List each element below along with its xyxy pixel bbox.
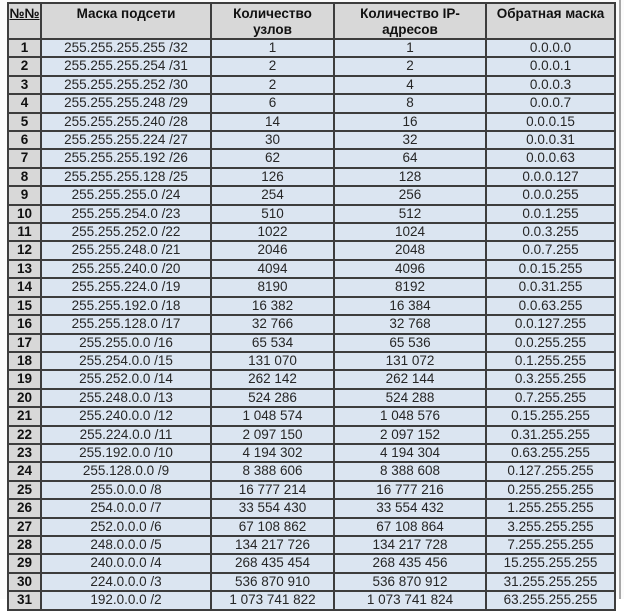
cell-wildcard: 31.255.255.255 bbox=[486, 573, 615, 591]
cell-mask: 255.255.255.254 /31 bbox=[41, 57, 211, 75]
cell-mask: 255.255.255.248 /29 bbox=[41, 94, 211, 112]
cell-mask: 192.0.0.0 /2 bbox=[41, 591, 211, 609]
table-body bbox=[8, 39, 615, 610]
cell-wildcard: 0.255.255.255 bbox=[486, 481, 615, 499]
cell-wildcard: 0.1.255.255 bbox=[486, 352, 615, 370]
cell-num: 20 bbox=[8, 389, 41, 407]
table-row bbox=[8, 499, 615, 517]
cell-ips: 8 388 608 bbox=[334, 462, 486, 480]
cell-ips: 268 435 456 bbox=[334, 554, 486, 572]
cell-wildcard: 0.0.0.0 bbox=[486, 39, 615, 57]
cell-wildcard: 0.0.0.7 bbox=[486, 94, 615, 112]
cell-ips: 8 bbox=[334, 94, 486, 112]
cell-num: 9 bbox=[8, 186, 41, 204]
cell-mask: 255.255.248.0 /21 bbox=[41, 241, 211, 259]
cell-wildcard: 0.0.63.255 bbox=[486, 297, 615, 315]
cell-mask: 255.255.255.255 /32 bbox=[41, 39, 211, 57]
cell-mask: 255.255.255.224 /27 bbox=[41, 131, 211, 149]
cell-wildcard: 3.255.255.255 bbox=[486, 518, 615, 536]
cell-hosts: 6 bbox=[211, 94, 334, 112]
cell-mask: 255.192.0.0 /10 bbox=[41, 444, 211, 462]
cell-num: 10 bbox=[8, 205, 41, 223]
cell-num: 8 bbox=[8, 168, 41, 186]
table-row bbox=[8, 518, 615, 536]
table-row bbox=[8, 76, 615, 94]
cell-num: 31 bbox=[8, 591, 41, 609]
cell-ips: 67 108 864 bbox=[334, 518, 486, 536]
cell-hosts: 1 048 574 bbox=[211, 407, 334, 425]
table-row bbox=[8, 389, 615, 407]
cell-hosts: 8 388 606 bbox=[211, 462, 334, 480]
cell-wildcard: 0.0.31.255 bbox=[486, 278, 615, 296]
cell-wildcard: 0.0.0.15 bbox=[486, 113, 615, 131]
cell-mask: 255.224.0.0 /11 bbox=[41, 426, 211, 444]
cell-mask: 255.0.0.0 /8 bbox=[41, 481, 211, 499]
cell-wildcard: 0.0.15.255 bbox=[486, 260, 615, 278]
cell-wildcard: 0.31.255.255 bbox=[486, 426, 615, 444]
column-header-number-label: №№ bbox=[9, 6, 40, 21]
cell-wildcard: 63.255.255.255 bbox=[486, 591, 615, 609]
cell-hosts: 1022 bbox=[211, 223, 334, 241]
cell-num: 12 bbox=[8, 241, 41, 259]
cell-ips: 8192 bbox=[334, 278, 486, 296]
cell-ips: 32 768 bbox=[334, 315, 486, 333]
cell-mask: 255.255.252.0 /22 bbox=[41, 223, 211, 241]
cell-ips: 536 870 912 bbox=[334, 573, 486, 591]
cell-mask: 255.255.224.0 /19 bbox=[41, 278, 211, 296]
cell-mask: 255.255.254.0 /23 bbox=[41, 205, 211, 223]
cell-wildcard: 0.15.255.255 bbox=[486, 407, 615, 425]
column-header-number bbox=[8, 3, 41, 39]
cell-wildcard: 0.0.0.127 bbox=[486, 168, 615, 186]
cell-mask: 255.255.0.0 /16 bbox=[41, 334, 211, 352]
cell-ips: 131 072 bbox=[334, 352, 486, 370]
cell-ips: 1 bbox=[334, 39, 486, 57]
cell-wildcard: 0.0.0.63 bbox=[486, 149, 615, 167]
table-row bbox=[8, 205, 615, 223]
cell-num: 16 bbox=[8, 315, 41, 333]
cell-num: 27 bbox=[8, 518, 41, 536]
cell-wildcard: 0.0.1.255 bbox=[486, 205, 615, 223]
cell-wildcard: 0.0.7.255 bbox=[486, 241, 615, 259]
cell-ips: 128 bbox=[334, 168, 486, 186]
cell-num: 14 bbox=[8, 278, 41, 296]
cell-hosts: 2 097 150 bbox=[211, 426, 334, 444]
cell-num: 5 bbox=[8, 113, 41, 131]
table-row bbox=[8, 444, 615, 462]
table-row bbox=[8, 315, 615, 333]
subnet-mask-table bbox=[7, 2, 616, 611]
cell-ips: 33 554 432 bbox=[334, 499, 486, 517]
cell-mask: 224.0.0.0 /3 bbox=[41, 573, 211, 591]
cell-ips: 1 073 741 824 bbox=[334, 591, 486, 609]
cell-hosts: 268 435 454 bbox=[211, 554, 334, 572]
table-row bbox=[8, 462, 615, 480]
cell-hosts: 131 070 bbox=[211, 352, 334, 370]
cell-wildcard: 1.255.255.255 bbox=[486, 499, 615, 517]
cell-mask: 255.255.240.0 /20 bbox=[41, 260, 211, 278]
cell-num: 28 bbox=[8, 536, 41, 554]
cell-mask: 252.0.0.0 /6 bbox=[41, 518, 211, 536]
header-row bbox=[8, 3, 615, 39]
cell-mask: 255.255.255.128 /25 bbox=[41, 168, 211, 186]
cell-hosts: 524 286 bbox=[211, 389, 334, 407]
cell-num: 4 bbox=[8, 94, 41, 112]
table-row bbox=[8, 113, 615, 131]
cell-num: 3 bbox=[8, 76, 41, 94]
cell-wildcard: 0.0.0.31 bbox=[486, 131, 615, 149]
cell-ips: 1 048 576 bbox=[334, 407, 486, 425]
cell-ips: 2048 bbox=[334, 241, 486, 259]
table-row bbox=[8, 591, 615, 609]
cell-ips: 16 384 bbox=[334, 297, 486, 315]
cell-ips: 2 bbox=[334, 57, 486, 75]
cell-ips: 16 777 216 bbox=[334, 481, 486, 499]
table-row bbox=[8, 223, 615, 241]
table-row bbox=[8, 131, 615, 149]
cell-mask: 255.255.192.0 /18 bbox=[41, 297, 211, 315]
cell-ips: 524 288 bbox=[334, 389, 486, 407]
cell-mask: 255.255.128.0 /17 bbox=[41, 315, 211, 333]
cell-ips: 65 536 bbox=[334, 334, 486, 352]
column-header-subnet-mask: Маска подсети bbox=[41, 3, 211, 39]
cell-mask: 248.0.0.0 /5 bbox=[41, 536, 211, 554]
cell-mask: 255.255.255.192 /26 bbox=[41, 149, 211, 167]
cell-num: 30 bbox=[8, 573, 41, 591]
table-row bbox=[8, 297, 615, 315]
table-row bbox=[8, 57, 615, 75]
cell-mask: 255.128.0.0 /9 bbox=[41, 462, 211, 480]
cell-num: 29 bbox=[8, 554, 41, 572]
table-row bbox=[8, 39, 615, 57]
cell-hosts: 536 870 910 bbox=[211, 573, 334, 591]
cell-wildcard: 0.0.0.1 bbox=[486, 57, 615, 75]
table-row bbox=[8, 168, 615, 186]
cell-wildcard: 0.0.255.255 bbox=[486, 334, 615, 352]
cell-num: 15 bbox=[8, 297, 41, 315]
cell-hosts: 254 bbox=[211, 186, 334, 204]
cell-ips: 1024 bbox=[334, 223, 486, 241]
table-row bbox=[8, 370, 615, 388]
cell-wildcard: 15.255.255.255 bbox=[486, 554, 615, 572]
cell-hosts: 33 554 430 bbox=[211, 499, 334, 517]
cell-wildcard: 0.0.127.255 bbox=[486, 315, 615, 333]
table-row bbox=[8, 554, 615, 572]
cell-hosts: 134 217 726 bbox=[211, 536, 334, 554]
cell-wildcard: 7.255.255.255 bbox=[486, 536, 615, 554]
cell-wildcard: 0.0.0.3 bbox=[486, 76, 615, 94]
cell-wildcard: 0.127.255.255 bbox=[486, 462, 615, 480]
cell-hosts: 14 bbox=[211, 113, 334, 131]
cell-hosts: 2 bbox=[211, 76, 334, 94]
cell-num: 1 bbox=[8, 39, 41, 57]
cell-mask: 255.254.0.0 /15 bbox=[41, 352, 211, 370]
cell-mask: 254.0.0.0 /7 bbox=[41, 499, 211, 517]
table-row bbox=[8, 186, 615, 204]
cell-hosts: 32 766 bbox=[211, 315, 334, 333]
cell-wildcard: 0.63.255.255 bbox=[486, 444, 615, 462]
cell-hosts: 62 bbox=[211, 149, 334, 167]
table-row bbox=[8, 241, 615, 259]
cell-hosts: 2046 bbox=[211, 241, 334, 259]
table-row bbox=[8, 278, 615, 296]
cell-num: 23 bbox=[8, 444, 41, 462]
cell-ips: 16 bbox=[334, 113, 486, 131]
cell-mask: 240.0.0.0 /4 bbox=[41, 554, 211, 572]
cell-mask: 255.255.255.252 /30 bbox=[41, 76, 211, 94]
cell-hosts: 4094 bbox=[211, 260, 334, 278]
cell-hosts: 4 194 302 bbox=[211, 444, 334, 462]
table-row bbox=[8, 94, 615, 112]
cell-ips: 512 bbox=[334, 205, 486, 223]
cell-ips: 2 097 152 bbox=[334, 426, 486, 444]
cell-wildcard: 0.7.255.255 bbox=[486, 389, 615, 407]
cell-num: 11 bbox=[8, 223, 41, 241]
table-row bbox=[8, 334, 615, 352]
cell-num: 6 bbox=[8, 131, 41, 149]
cell-num: 21 bbox=[8, 407, 41, 425]
cell-ips: 262 144 bbox=[334, 370, 486, 388]
cell-num: 19 bbox=[8, 370, 41, 388]
table-row bbox=[8, 573, 615, 591]
table-row bbox=[8, 352, 615, 370]
cell-ips: 4 bbox=[334, 76, 486, 94]
cell-wildcard: 0.0.3.255 bbox=[486, 223, 615, 241]
cell-hosts: 8190 bbox=[211, 278, 334, 296]
cell-mask: 255.248.0.0 /13 bbox=[41, 389, 211, 407]
cell-num: 26 bbox=[8, 499, 41, 517]
cell-ips: 4 194 304 bbox=[334, 444, 486, 462]
column-header-host-count: Количество узлов bbox=[211, 3, 334, 39]
cell-ips: 134 217 728 bbox=[334, 536, 486, 554]
cell-num: 13 bbox=[8, 260, 41, 278]
cell-hosts: 16 382 bbox=[211, 297, 334, 315]
cell-hosts: 16 777 214 bbox=[211, 481, 334, 499]
cell-mask: 255.255.255.0 /24 bbox=[41, 186, 211, 204]
table-row bbox=[8, 260, 615, 278]
cell-hosts: 2 bbox=[211, 57, 334, 75]
cell-hosts: 65 534 bbox=[211, 334, 334, 352]
cell-hosts: 510 bbox=[211, 205, 334, 223]
cell-hosts: 67 108 862 bbox=[211, 518, 334, 536]
cell-wildcard: 0.0.0.255 bbox=[486, 186, 615, 204]
column-header-ip-count: Количество IP-адресов bbox=[334, 3, 486, 39]
cell-hosts: 1 bbox=[211, 39, 334, 57]
cell-num: 18 bbox=[8, 352, 41, 370]
cell-mask: 255.252.0.0 /14 bbox=[41, 370, 211, 388]
cell-hosts: 262 142 bbox=[211, 370, 334, 388]
table-row bbox=[8, 536, 615, 554]
cell-ips: 4096 bbox=[334, 260, 486, 278]
cell-mask: 255.240.0.0 /12 bbox=[41, 407, 211, 425]
cell-wildcard: 0.3.255.255 bbox=[486, 370, 615, 388]
cell-hosts: 30 bbox=[211, 131, 334, 149]
cell-ips: 64 bbox=[334, 149, 486, 167]
cell-hosts: 1 073 741 822 bbox=[211, 591, 334, 609]
cell-ips: 32 bbox=[334, 131, 486, 149]
table-row bbox=[8, 149, 615, 167]
cell-hosts: 126 bbox=[211, 168, 334, 186]
cell-mask: 255.255.255.240 /28 bbox=[41, 113, 211, 131]
cell-num: 7 bbox=[8, 149, 41, 167]
cell-num: 2 bbox=[8, 57, 41, 75]
cell-num: 22 bbox=[8, 426, 41, 444]
cell-num: 25 bbox=[8, 481, 41, 499]
table-row bbox=[8, 481, 615, 499]
cell-ips: 256 bbox=[334, 186, 486, 204]
column-header-wildcard-mask: Обратная маска bbox=[486, 3, 615, 39]
table-row bbox=[8, 426, 615, 444]
right-edge-line bbox=[619, 0, 621, 599]
table-row bbox=[8, 407, 615, 425]
cell-num: 17 bbox=[8, 334, 41, 352]
cell-num: 24 bbox=[8, 462, 41, 480]
